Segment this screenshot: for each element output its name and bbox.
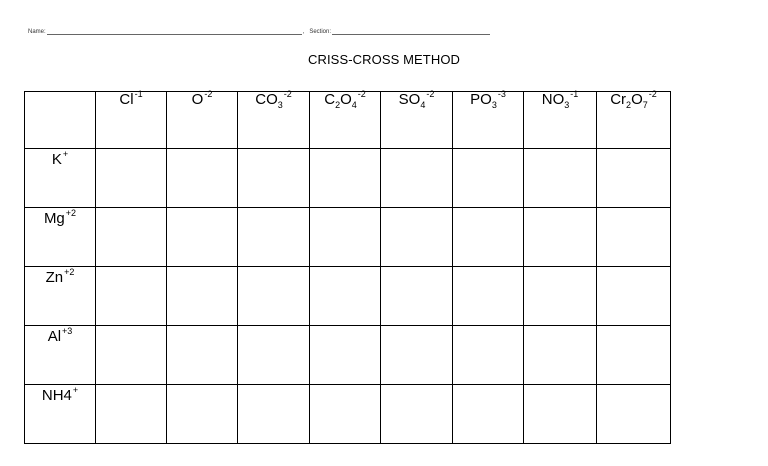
answer-cell[interactable]: [524, 326, 597, 385]
ion-symbol: Cl: [119, 91, 134, 108]
cation-header-cell: [25, 149, 96, 208]
answer-cell[interactable]: [96, 326, 167, 385]
anion-header-cell: [597, 89, 671, 149]
answer-cell[interactable]: [381, 385, 453, 444]
anion-formula: [610, 91, 657, 108]
ion-charge: -2: [283, 89, 292, 99]
answer-cell[interactable]: [310, 208, 381, 267]
ion-subscript: 3: [491, 100, 497, 110]
ion-subscript: 4: [420, 100, 426, 110]
ion-symbol: O: [631, 91, 643, 108]
answer-cell[interactable]: [453, 149, 524, 208]
section-label: Section:: [309, 29, 332, 35]
corner-cell: [25, 92, 96, 149]
answer-cell[interactable]: [597, 267, 671, 326]
answer-cell[interactable]: [96, 385, 167, 444]
answer-cell[interactable]: [597, 149, 671, 208]
answer-cell[interactable]: [167, 267, 238, 326]
answer-cell[interactable]: [597, 326, 671, 385]
cation-formula: [48, 328, 73, 345]
answer-cell[interactable]: [453, 385, 524, 444]
anion-header-cell: [524, 89, 597, 149]
cation-formula: [46, 269, 75, 286]
answer-cell[interactable]: [524, 385, 597, 444]
answer-cell[interactable]: [310, 267, 381, 326]
ion-charge: -2: [648, 89, 657, 99]
answer-cell[interactable]: [310, 149, 381, 208]
ion-charge: -1: [570, 89, 579, 99]
ion-symbol: C: [324, 91, 336, 108]
ion-symbol: SO: [398, 91, 421, 108]
ion-subscript: 2: [626, 100, 632, 110]
ion-symbol: O: [340, 91, 352, 108]
cation-row: [25, 149, 671, 208]
ion-charge: -2: [357, 89, 366, 99]
ion-charge: -2: [426, 89, 435, 99]
page-title: CRISS-CROSS METHOD: [307, 52, 461, 67]
answer-cell[interactable]: [238, 385, 310, 444]
anion-formula: [470, 91, 506, 108]
ion-symbol: Cr: [610, 91, 627, 108]
anion-header-cell: [381, 89, 453, 149]
ion-symbol: NO: [541, 91, 565, 108]
answer-cell[interactable]: [238, 208, 310, 267]
answer-cell[interactable]: [167, 208, 238, 267]
cation-row: [25, 385, 671, 444]
answer-cell[interactable]: [453, 208, 524, 267]
anion-header-cell: [167, 89, 238, 149]
ion-charge: +3: [62, 326, 73, 336]
ion-subscript: 2: [335, 100, 341, 110]
cation-header-cell: [25, 267, 96, 326]
ion-symbol: Zn: [45, 269, 64, 286]
cation-header-cell: [25, 208, 96, 267]
anion-header-cell: [453, 89, 524, 149]
ion-subscript: 7: [642, 100, 648, 110]
ion-charge: +2: [64, 267, 75, 277]
answer-cell[interactable]: [310, 385, 381, 444]
cation-formula: [42, 387, 78, 404]
cation-row: [25, 208, 671, 267]
answer-cell[interactable]: [167, 149, 238, 208]
ion-subscript: 3: [564, 100, 570, 110]
answer-cell[interactable]: [524, 267, 597, 326]
ion-charge: -3: [497, 89, 506, 99]
name-comma: ,: [302, 29, 305, 35]
anion-header-cell: [238, 89, 310, 149]
ion-charge: -1: [134, 89, 143, 99]
answer-cell[interactable]: [524, 208, 597, 267]
answer-cell[interactable]: [96, 208, 167, 267]
cation-row: [25, 326, 671, 385]
ion-charge: -2: [204, 89, 213, 99]
answer-cell[interactable]: [238, 326, 310, 385]
answer-cell[interactable]: [167, 385, 238, 444]
answer-cell[interactable]: [381, 326, 453, 385]
answer-cell[interactable]: [96, 267, 167, 326]
ion-subscript: 4: [351, 100, 357, 110]
answer-cell[interactable]: [238, 149, 310, 208]
anion-formula: [192, 91, 213, 108]
ion-symbol: Al: [47, 328, 62, 345]
worksheet-header: [28, 27, 490, 35]
cation-formula: [52, 151, 68, 168]
ion-symbol: PO: [470, 91, 492, 108]
ion-charge: +2: [65, 208, 77, 218]
anion-formula: [399, 91, 435, 108]
ion-symbol: Mg: [43, 210, 65, 227]
cation-header-cell: [25, 326, 96, 385]
answer-cell[interactable]: [381, 208, 453, 267]
anion-header-cell: [310, 89, 381, 149]
answer-cell[interactable]: [597, 385, 671, 444]
ion-charge: +: [62, 149, 69, 159]
cation-header-cell: [25, 385, 96, 444]
answer-cell[interactable]: [310, 326, 381, 385]
answer-cell[interactable]: [238, 267, 310, 326]
answer-cell[interactable]: [381, 267, 453, 326]
answer-cell[interactable]: [453, 326, 524, 385]
name-field-line[interactable]: [47, 27, 302, 35]
answer-cell[interactable]: [524, 149, 597, 208]
ion-symbol: O: [191, 91, 204, 108]
ion-symbol: NH4: [41, 387, 72, 404]
section-field-line[interactable]: [332, 27, 490, 35]
name-label: Name:: [28, 29, 46, 35]
anion-formula: [119, 91, 142, 108]
answer-cell[interactable]: [453, 267, 524, 326]
ion-charge: +: [72, 385, 79, 395]
cation-formula: [44, 210, 76, 227]
answer-cell[interactable]: [96, 149, 167, 208]
ion-subscript: 3: [277, 100, 283, 110]
ion-symbol: K: [51, 151, 62, 168]
anion-header-row: [25, 92, 671, 149]
answer-cell[interactable]: [381, 149, 453, 208]
cation-row: [25, 267, 671, 326]
ion-symbol: CO: [255, 91, 278, 108]
answer-cell[interactable]: [167, 326, 238, 385]
anion-header-cell: [96, 89, 167, 149]
anion-formula: [324, 91, 366, 108]
anion-formula: [542, 91, 579, 108]
anion-formula: [255, 91, 292, 108]
criss-cross-table: [24, 91, 671, 444]
answer-cell[interactable]: [597, 208, 671, 267]
